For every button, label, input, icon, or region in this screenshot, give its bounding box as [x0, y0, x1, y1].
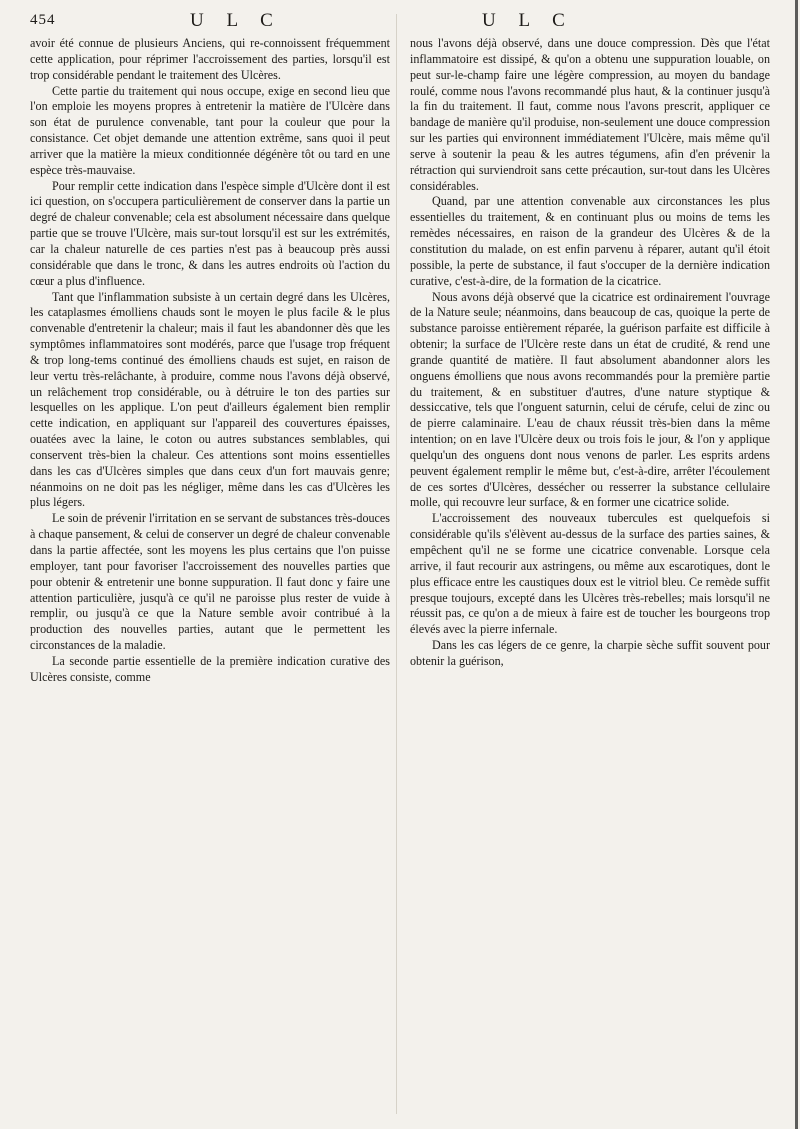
- running-head-left: U L C: [190, 10, 282, 31]
- paragraph: avoir été connue de plusieurs Anciens, qui re-connoissent fréquemment cette application, pour réprimer l'accroissement des parties, lorsqu'il est trop considérable pendant le traitement des Ulcères.: [30, 36, 390, 82]
- paragraph: nous l'avons déjà observé, dans une douce compression. Dès que l'état inflammatoire est dissipé, & qu'on a obtenu une suppuration louable, on peut sur-le-champ faire une légère compression, au moyen du bandage roulé, comme nous l'avons recommandé plus haut, & la continuer jusqu'à la fin du traitement. Il faut, comme nous l'avons prescrit, appliquer ce bandage de manière qu'il produise, non-seulement une douce compression sur les parties qui environnent immédiatement l'Ulcère, mais même qu'il serve à soutenir la peau & les autres tégumens, afin d'en prévenir la rétraction qui surviendroit sans cette précaution, sur-tout dans les Ulcères considérables.: [410, 36, 770, 193]
- page-edge: [795, 0, 798, 1129]
- paragraph: Tant que l'inflammation subsiste à un certain degré dans les Ulcères, les cataplasmes émolliens chauds sont le moyen le plus facile & le plus convenable d'entretenir la chaleur; mais il faut les abandonner dès que les symptômes inflammatoires sont modérés, parce que l'usage trop fréquent & trop long-tems continué des émolliens chauds est sujet, en raison de leur vertu très-relâchante, à produire, comme nous l'avons déjà observé, un relâchement trop considérable, ou à détruire le ton des parties sur lesquelles on les applique. L'on peut d'ailleurs également bien remplir cette indication, en appliquant sur l'appareil des couvertures épaisses, ouatées avec la laine, le coton ou autres substances semblables, qui conservent très-bien la chaleur. Ces attentions sont moins essentielles dans les cas d'Ulcères simples que dans ceux d'un fort mauvais genre; néanmoins on ne doit pas les négliger, même dans les cas d'Ulcères les plus légers.: [30, 289, 390, 510]
- paragraph: Le soin de prévenir l'irritation en se servant de substances très-douces à chaque pansement, & celui de conserver un degré de chaleur convenable dans la partie affectée, sont les moyens les plus certains que l'on puisse employer, tant pour favoriser l'accroissement des nouvelles parties que pour obtenir & entretenir une bonne suppuration. Il faut donc y faire une attention particulière, jusqu'à ce qu'il ne paroisse plus rester de vuide à remplir, ou jusqu'à ce que la Nature semble avoir contribué à la production des nouvelles parties, autant que le permettent les circonstances de la maladie.: [30, 511, 390, 653]
- paragraph: Cette partie du traitement qui nous occupe, exige en second lieu que l'on emploie les moyens propres à entretenir la matière de l'Ulcère dans son état de purulence convenable, tant pour la couleur que pour la consistance. Cet objet demande une attention extrême, sans quoi il peut arriver que la matière la mieux conditionnée dégénère tôt ou tard en une espèce très-mauvaise.: [30, 83, 390, 177]
- page-number: 454: [30, 12, 56, 28]
- paragraph: Dans les cas légers de ce genre, la charpie sèche suffit souvent pour obtenir la guérison,: [410, 638, 770, 668]
- left-column: [30, 36, 390, 686]
- paragraph: Nous avons déjà observé que la cicatrice est ordinairement l'ouvrage de la Nature seule; néanmoins, dans beaucoup de cas, quoique la perte de substance paroisse entièrement réparée, la guérison parfaite est difficile à obtenir; la surface de l'Ulcère reste dans un état de crudité, & rend une grande quantité de matière. Il faut absolument abandonner alors les onguens émolliens que nous avons recommandés pour la première partie du traitement, & en substituer d'autres, d'une nature styptique & dessiccative, tels que l'onguent saturnin, celui de cérufe, celui de zinc ou de pierre calaminaire. L'eau de chaux réussit très-bien dans la même intention; on en lave l'Ulcère deux ou trois fois le jour, & l'on y applique quelqu'un des onguens dont nous venons de parler. Les esprits ardens peuvent également remplir le même but, c'est-à-dire, arrêter l'écoulement de ces sortes d'Ulcères, dessécher ou resserrer la substance cellulaire molle, qui recouvre leur surface, & en former une cicatrice solide.: [410, 289, 770, 510]
- running-head-right: U L C: [482, 10, 574, 31]
- paragraph: Quand, par une attention convenable aux circonstances les plus essentielles du traitement, & en continuant plus ou moins de tems les remèdes nécessaires, en raison de la grandeur des Ulcères & de la constitution du malade, on est enfin parvenu à réparer, autant qu'il étoit possible, la perte de substance, il faut s'occuper de la dernière indication curative, c'est-à-dire, de la formation de la cicatrice.: [410, 194, 770, 288]
- paragraph: La seconde partie essentielle de la première indication curative des Ulcères consiste, comme: [30, 653, 390, 684]
- page-header: [0, 10, 800, 36]
- right-column: [410, 36, 770, 670]
- paragraph: Pour remplir cette indication dans l'espèce simple d'Ulcère dont il est ici question, on s'occupera particulièrement de conserver dans la partie un degré de chaleur convenable; cela est absolument nécessaire dans quelque partie que se trouve l'Ulcère, mais sur-tout lorsqu'il est sur les extrémités, car la chaleur naturelle de ces parties n'est pas à beaucoup près aussi considérable que dans le tronc, & dans les autres endroits où l'action du cœur a plus d'influence.: [30, 178, 390, 288]
- paragraph: L'accroissement des nouveaux tubercules est quelquefois si considérable qu'ils s'élèvent au-dessus de la surface des parties saines, & empêchent qu'il ne se forme une cicatrice convenable. Lorsque cela arrive, il faut recourir aux astringens, ou même aux escarotiques, dont le plus efficace entre les caustiques doux est le vitriol bleu. Ce remède suffit presque toujours, excepté dans les Ulcères très-rebelles; mais lorsqu'il ne réussit pas, ce qu'on a de mieux à faire est de toucher les bourgeons trop élevés avec la pierre infernale.: [410, 511, 770, 637]
- column-gutter: [396, 14, 397, 1114]
